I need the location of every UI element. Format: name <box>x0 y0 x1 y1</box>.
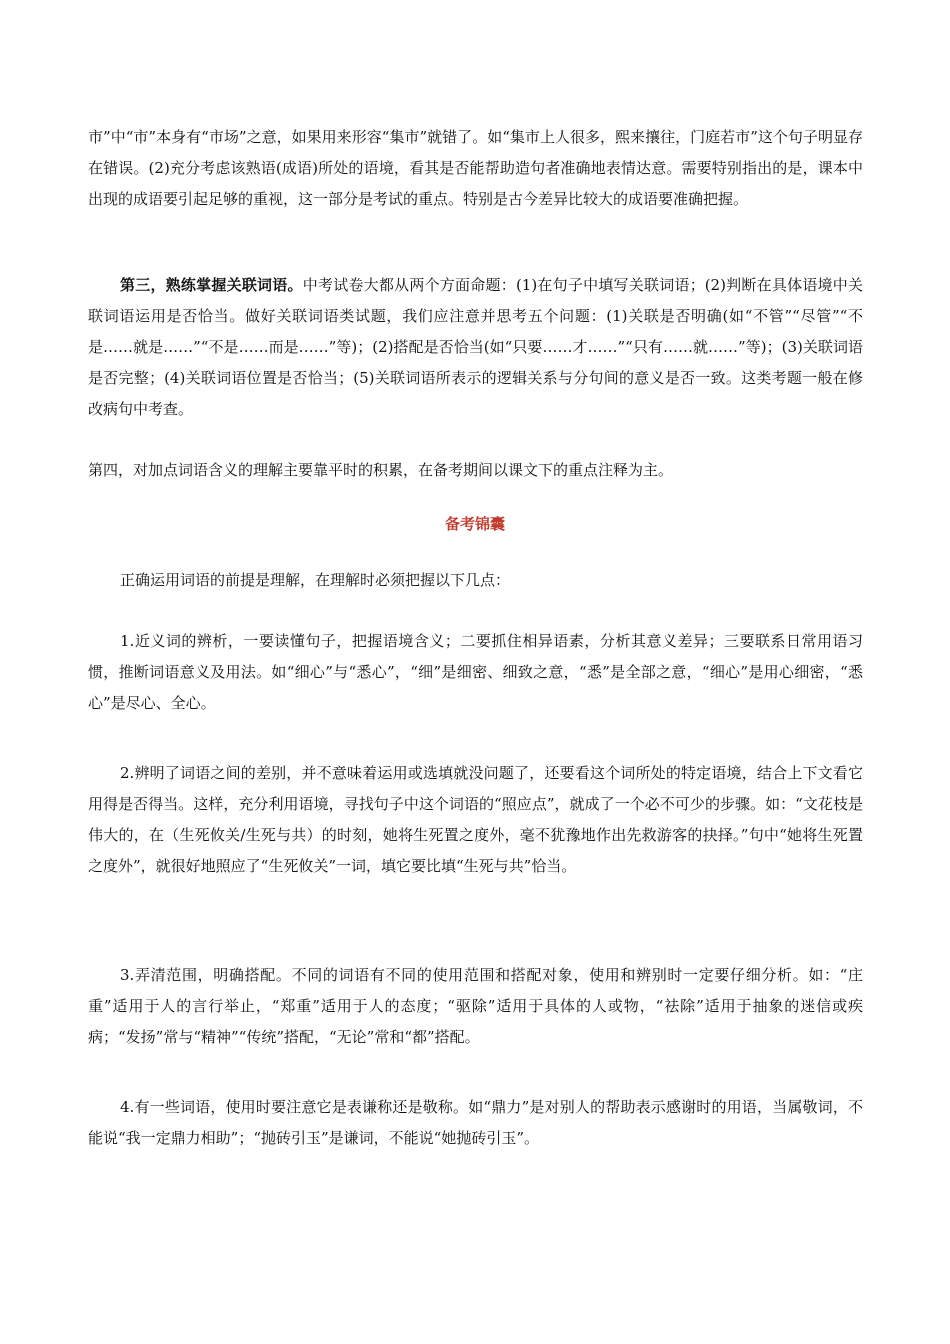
section-title: 备考锦囊 <box>444 515 505 533</box>
section-intro: 正确运用词语的前提是理解，在理解时必须把握以下几点： <box>120 571 511 589</box>
list-item: 1.近义词的辨析，一要读懂句子，把握语境含义；二要抓住相异语素，分析其意义差异；三要联系日常用语习惯，推断词语意义及用法。如“细心”与“悉心”，“细”是细密、细致之意，“悉”是全部之意，“细心”是用心细密，“悉心”是尽心、全心。 <box>88 632 863 712</box>
paragraph-conjunctions <box>88 270 863 425</box>
list-item: 2.辨明了词语之间的差别，并不意味着运用或选填就没问题了，还要看这个词所处的特定语境，结合上下文看它用得是否得当。这样，充分利用语境，寻找句子中这个词语的“照应点”，就成了一个必不可少的步骤。如：“文花枝是伟大的，在（生死攸关/生死与共）的时刻，她将生死置之度外，毫不犹豫地作出先救游客的抉择。”句中“她将生死置之度外”，就很好地照应了“生死攸关”一词，填它要比填“生死与共”恰当。 <box>88 764 863 875</box>
list-item: 3.弄清范围，明确搭配。不同的词语有不同的使用范围和搭配对象，使用和辨别时一定要仔细分析。如：“庄重”适用于人的言行举止，“郑重”适用于人的态度；“驱除”适用于具体的人或物，“祛除”适用于抽象的迷信或疾病；“发扬”常与“精神”“传统”搭配，“无论”常和“都”搭配。 <box>88 966 863 1046</box>
list-item: 4.有一些词语，使用时要注意它是表谦称还是敬称。如“鼎力”是对别人的帮助表示感谢时的用语，当属敬词，不能说“我一定鼎力相助”；“抛砖引玉”是谦词，不能说“她抛砖引玉”。 <box>88 1098 863 1147</box>
paragraph-dotted-words: 第四，对加点词语含义的理解主要靠平时的积累，在备考期间以课文下的重点注释为主。 <box>88 461 674 479</box>
paragraph-idiom-context: 市”中“市”本身有“市场”之意，如果用来形容“集市”就错了。如“集市上人很多，熙来攘往，门庭若市”这个句子明显存在错误。(2)充分考虑该熟语(成语)所处的语境，看其是否能帮助造句者准确地表情达意。需要特别指出的是，课本中出现的成语要引起足够的重视，这一部分是考试的重点。特别是古今差异比较大的成语要准确把握。 <box>88 128 863 208</box>
paragraph-conjunctions-body: 中考试卷大都从两个方面命题：(1)在句子中填写关联词语；(2)判断在具体语境中关联词语运用是否恰当。做好关联词语类试题，我们应注意并思考五个问题：(1)关联是否明确(如“不管”“尽管”“不是……就是……”“不是……而是……”等)；(2)搭配是否恰当(如“只要……才……”“只有……就……”等)；(3)关联词语是否完整；(4)关联词语位置是否恰当；(5)关联词语所表示的逻辑关系与分句间的意义是否一致。这类考题一般在修改病句中考查。 <box>88 276 863 418</box>
paragraph-conjunctions-lead: 第三，熟练掌握关联词语。 <box>120 276 303 294</box>
